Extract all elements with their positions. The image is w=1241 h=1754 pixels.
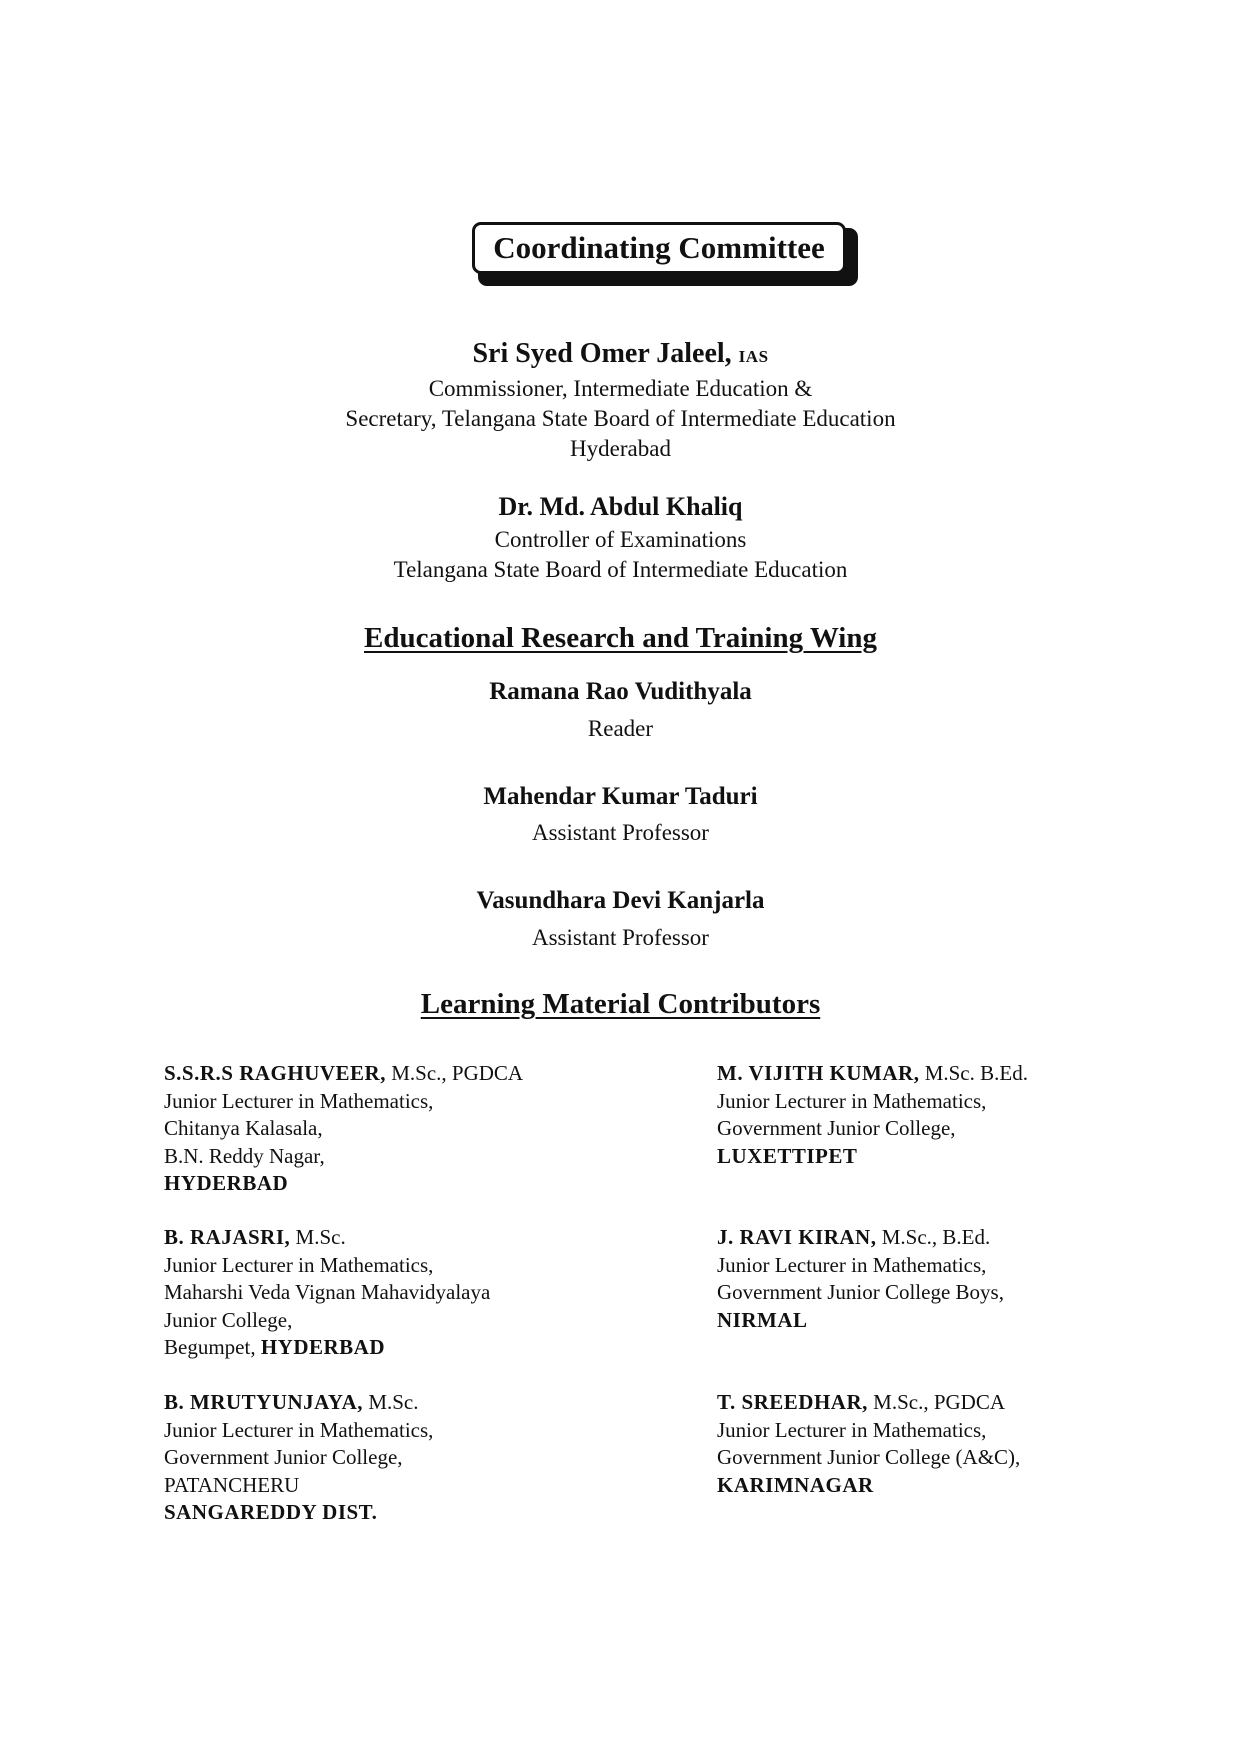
contributor-header: [164, 1389, 433, 1417]
contributor-qualification: M.Sc.: [368, 1390, 419, 1414]
contributor-name: J. RAVI KIRAN,: [717, 1225, 877, 1249]
contributor-entry: [164, 1389, 433, 1527]
committee-member-line: Commissioner, Intermediate Education &: [428, 376, 813, 401]
contributor-line: Government Junior College (A&C),: [717, 1445, 1021, 1469]
ertw-member-name: Mahendar Kumar Taduri: [483, 783, 758, 810]
contributor-entry: [717, 1060, 1028, 1170]
contributor-place-line: [164, 1334, 490, 1362]
contributor-place-prefix: Begumpet,: [164, 1335, 256, 1359]
contributor-name: B. MRUTYUNJAYA,: [164, 1390, 364, 1414]
contributor-line: PATANCHERU: [164, 1472, 300, 1497]
contributor-place: NIRMAL: [717, 1307, 808, 1332]
contributor-line: B.N. Reddy Nagar,: [164, 1143, 325, 1168]
ertw-member-name: Vasundhara Devi Kanjarla: [476, 887, 765, 914]
committee-member-name-text: Sri Syed Omer Jaleel,: [472, 338, 732, 369]
committee-member-line: Hyderabad: [570, 436, 671, 461]
contributor-header: [717, 1224, 1004, 1252]
contributor-line: Government Junior College Boys,: [717, 1280, 1004, 1304]
contributor-line: Junior Lecturer in Mathematics,: [164, 1417, 434, 1442]
committee-member-suffix: IAS: [738, 347, 769, 366]
contributor-place: HYDERBAD: [164, 1171, 289, 1195]
contributor-qualification: M.Sc., PGDCA: [391, 1061, 524, 1085]
committee-member-line: Telangana State Board of Intermediate Education: [393, 557, 848, 582]
contributor-name: T. SREEDHAR,: [717, 1390, 868, 1414]
committee-member-line: Controller of Examinations: [494, 527, 747, 552]
contributor-place: HYDERBAD: [260, 1335, 386, 1359]
contributor-qualification: M.Sc.: [295, 1225, 346, 1249]
contributor-qualification: M.Sc., PGDCA: [873, 1390, 1005, 1414]
contributor-entry: [717, 1389, 1020, 1499]
contributor-line: Junior Lecturer in Mathematics,: [717, 1252, 987, 1277]
contributor-name: S.S.R.S RAGHUVEER,: [164, 1061, 386, 1085]
contributor-qualification: M.Sc., B.Ed.: [881, 1225, 991, 1249]
contributor-line: Chitanya Kalasala,: [164, 1116, 323, 1140]
section-heading-ertw: Educational Research and Training Wing: [364, 622, 877, 654]
title-box: [472, 222, 846, 274]
committee-member-name: [0, 338, 1241, 370]
contributor-place: KARIMNAGAR: [717, 1472, 874, 1497]
contributor-entry: [164, 1224, 490, 1362]
contributor-line: Maharshi Veda Vignan Mahavidyalaya: [164, 1280, 491, 1304]
contributor-header: [717, 1060, 1028, 1088]
contributor-entry: [164, 1060, 523, 1198]
contributor-place: LUXETTIPET: [717, 1143, 858, 1168]
contributor-line: Junior Lecturer in Mathematics,: [164, 1252, 434, 1277]
contributor-entry: [717, 1224, 1004, 1334]
ertw-member-role: Assistant Professor: [532, 820, 709, 845]
contributor-place: SANGAREDDY DIST.: [164, 1500, 378, 1524]
contributor-line: Junior Lecturer in Mathematics,: [717, 1417, 987, 1442]
contributor-header: [164, 1060, 523, 1088]
contributor-line: Government Junior College,: [164, 1445, 403, 1469]
contributor-name: B. RAJASRI,: [164, 1225, 291, 1249]
contributor-line: Junior College,: [164, 1307, 293, 1332]
committee-member-line: Secretary, Telangana State Board of Intermediate Education: [345, 406, 896, 431]
contributor-line: Junior Lecturer in Mathematics,: [717, 1088, 987, 1113]
ertw-member-role: Assistant Professor: [532, 925, 709, 950]
section-heading-contributors: Learning Material Contributors: [420, 988, 821, 1020]
contributor-header: [717, 1389, 1020, 1417]
page-title: Coordinating Committee: [472, 222, 846, 274]
ertw-member-role: Reader: [587, 716, 654, 741]
contributor-header: [164, 1224, 490, 1252]
ertw-member-name: Ramana Rao Vudithyala: [489, 678, 752, 705]
committee-member-name: Dr. Md. Abdul Khaliq: [498, 492, 743, 521]
contributor-qualification: M.Sc. B.Ed.: [924, 1061, 1028, 1085]
contributor-name: M. VIJITH KUMAR,: [717, 1061, 920, 1085]
contributor-line: Junior Lecturer in Mathematics,: [164, 1088, 434, 1113]
contributor-line: Government Junior College,: [717, 1116, 956, 1140]
